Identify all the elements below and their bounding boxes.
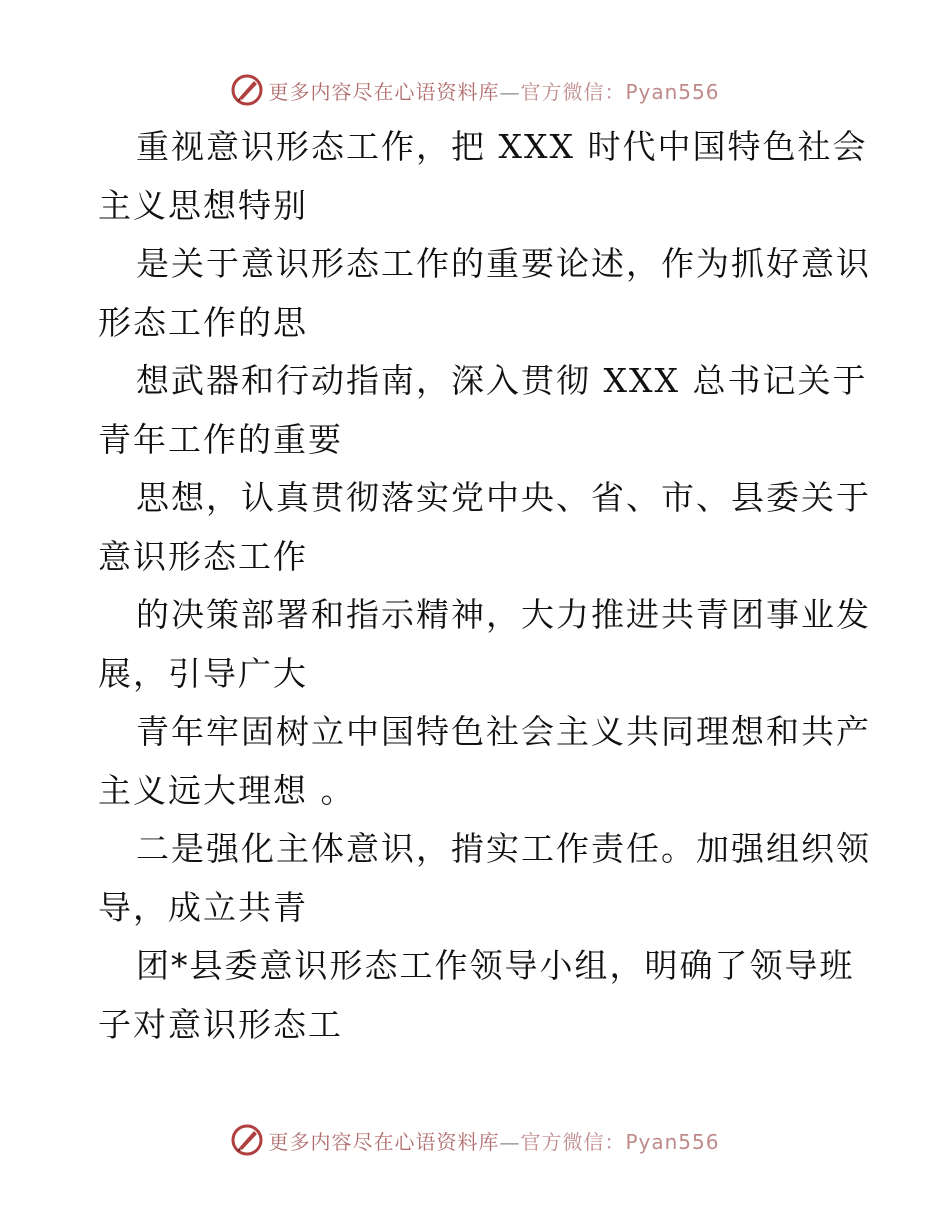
header-watermark: [0, 70, 950, 110]
text-line: 子对意识形态工: [98, 1004, 343, 1044]
text-line: 意识形态工作: [98, 536, 308, 576]
watermark-contact: 官方微信：Pyan556: [520, 1129, 720, 1154]
text-line: 青年工作的重要: [98, 419, 343, 459]
text-line: 形态工作的思: [98, 302, 308, 342]
text-line: 主义思想特别: [98, 185, 308, 225]
watermark-brand: 更多内容尽在心语资料库: [268, 1129, 500, 1154]
text-line: 主义远大理想 。: [98, 770, 356, 810]
text-line: 想武器和行动指南，深入贯彻 XXX 总书记关于: [136, 361, 868, 400]
watermark-separator: —: [499, 79, 521, 104]
footer-watermark: [0, 1120, 950, 1160]
text-line: 团*县委意识形态工作领导小组，明确了领导班: [136, 946, 855, 985]
text-line: 导，成立共青: [98, 887, 308, 927]
text-line: 的决策部署和指示精神，大力推进共青团事业发: [136, 595, 871, 634]
text-line: 二是强化主体意识，掯实工作责任。加强组织领: [136, 829, 871, 868]
watermark-separator: —: [499, 1129, 521, 1154]
quill-logo-icon: [230, 73, 264, 107]
quill-logo-icon: [230, 1123, 264, 1157]
text-line: 思想，认真贯彻落实党中央、省、市、县委关于: [136, 478, 871, 517]
text-line: 青年牢固树立中国特色社会主义共同理想和共产: [136, 712, 871, 751]
watermark-contact: 官方微信：Pyan556: [520, 79, 720, 104]
text-line: 展，引导广大: [98, 653, 308, 693]
document-body: [98, 118, 871, 1054]
watermark-brand: 更多内容尽在心语资料库: [268, 79, 500, 104]
text-line: 是关于意识形态工作的重要论述，作为抓好意识: [136, 244, 871, 283]
text-line: 重视意识形态工作，把 XXX 时代中国特色社会: [136, 127, 868, 166]
